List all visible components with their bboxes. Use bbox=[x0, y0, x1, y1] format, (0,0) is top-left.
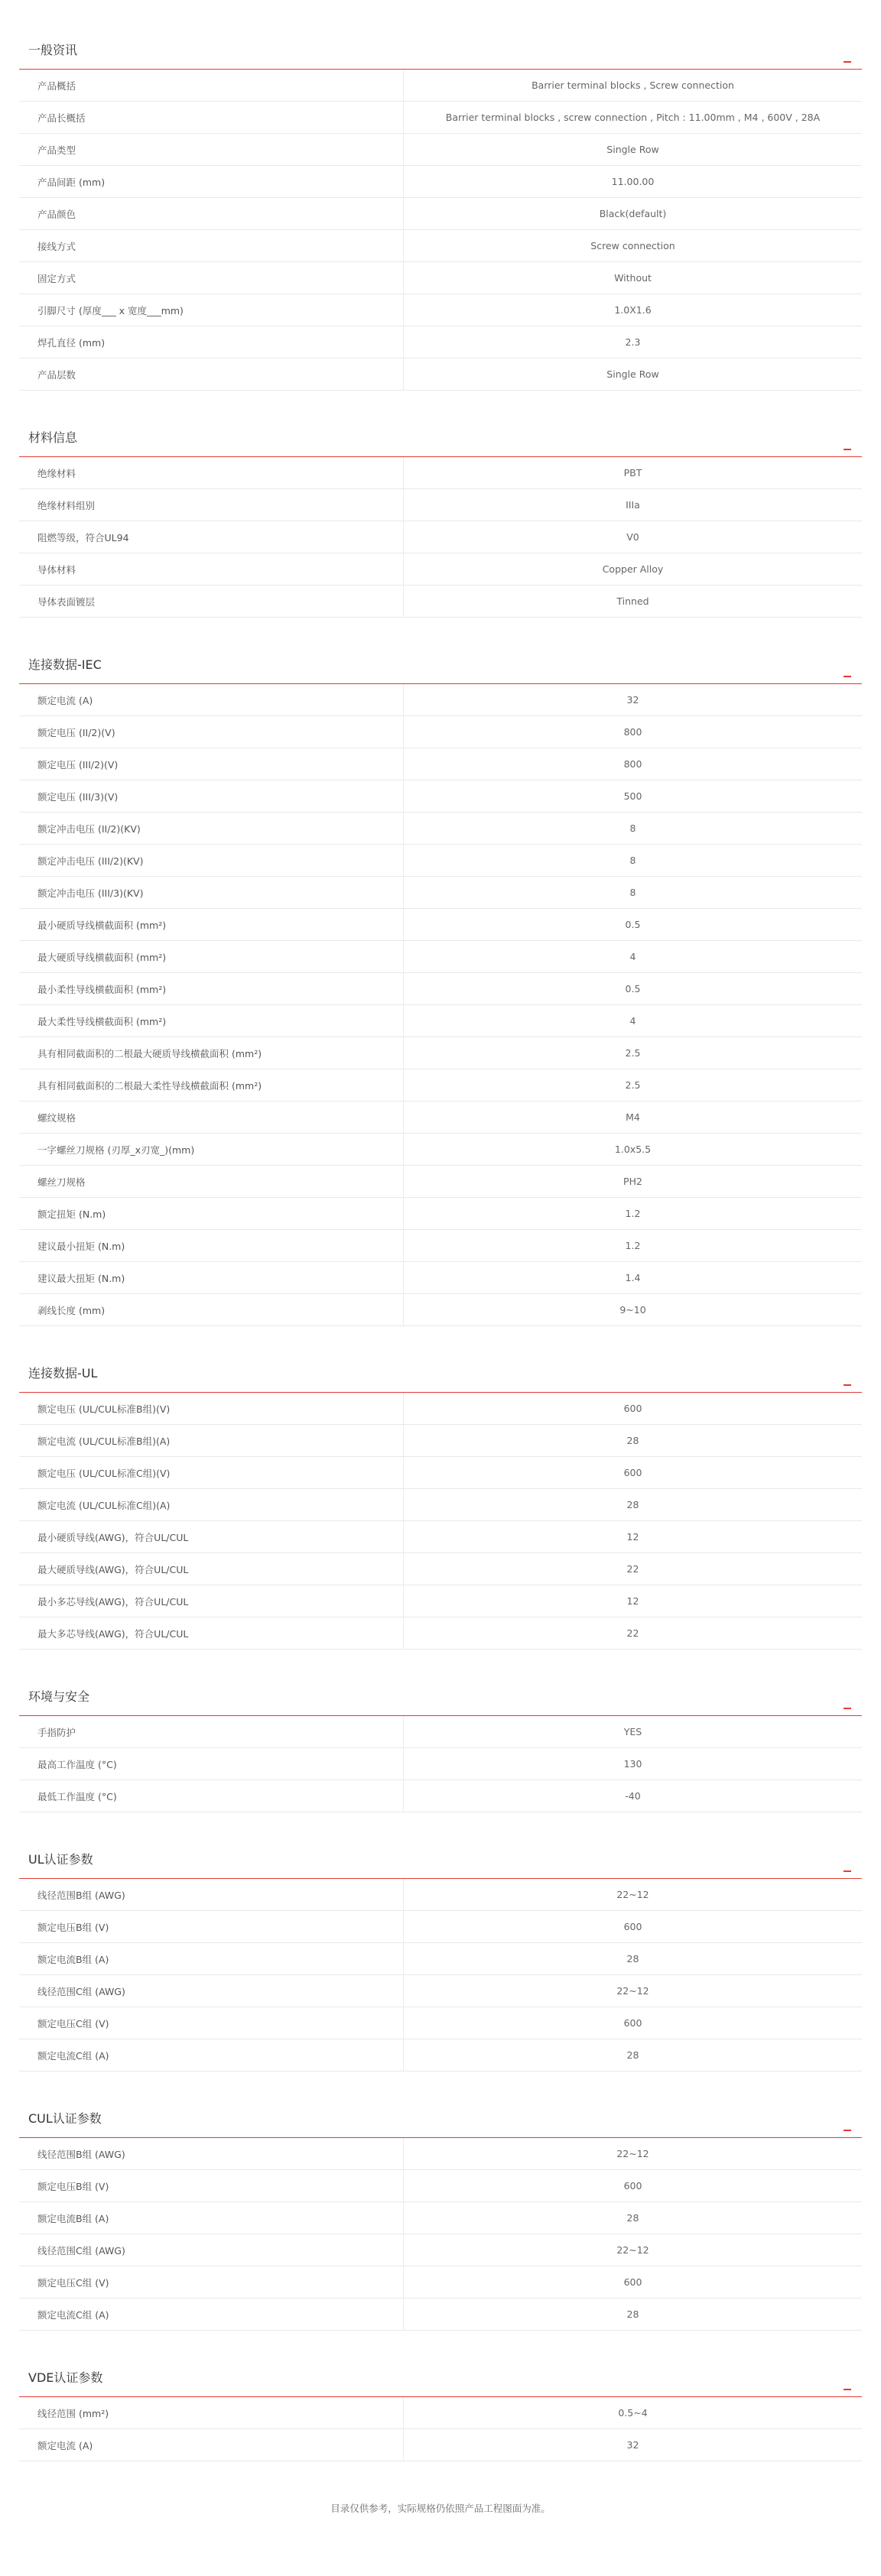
spec-label: 额定电压C组 (V) bbox=[19, 2266, 404, 2298]
table-row bbox=[19, 294, 862, 326]
spec-label: 接线方式 bbox=[19, 230, 404, 261]
table-row bbox=[19, 553, 862, 586]
spec-value: Tinned bbox=[616, 595, 649, 607]
section-header[interactable] bbox=[19, 1683, 862, 1716]
spec-label: 线径范围C组 (AWG) bbox=[19, 2234, 404, 2266]
table-row bbox=[19, 1748, 862, 1780]
table-row bbox=[19, 586, 862, 618]
table-row bbox=[19, 780, 862, 813]
spec-label: 产品长概括 bbox=[19, 102, 404, 133]
spec-label: 具有相同截面积的二根最大硬质导线横截面积 (mm²) bbox=[19, 1037, 404, 1069]
table-row bbox=[19, 358, 862, 391]
spec-value: 28 bbox=[626, 1953, 639, 1964]
section-title: 连接数据-IEC bbox=[28, 657, 102, 672]
table-row bbox=[19, 2299, 862, 2331]
spec-value: 9~10 bbox=[619, 1304, 646, 1316]
spec-label: 额定冲击电压 (III/2)(KV) bbox=[19, 845, 404, 876]
table-row bbox=[19, 489, 862, 521]
spec-value: 0.5 bbox=[625, 919, 641, 930]
spec-value: 12 bbox=[626, 1531, 639, 1543]
spec-label: 额定冲击电压 (II/2)(KV) bbox=[19, 813, 404, 844]
spec-label: 最大硬质导线(AWG)，符合UL/CUL bbox=[19, 1553, 404, 1585]
table-row bbox=[19, 845, 862, 877]
spec-value: PH2 bbox=[623, 1176, 642, 1187]
spec-value: 1.2 bbox=[625, 1208, 641, 1219]
table-row bbox=[19, 2266, 862, 2299]
table-row bbox=[19, 2138, 862, 2170]
spec-label: 最小柔性导线横截面积 (mm²) bbox=[19, 973, 404, 1004]
spec-label: 导体表面镀层 bbox=[19, 586, 404, 617]
spec-value: 28 bbox=[626, 2308, 639, 2320]
section-title: VDE认证参数 bbox=[28, 2370, 103, 2385]
spec-label: 额定电压B组 (V) bbox=[19, 2170, 404, 2201]
table-row bbox=[19, 2039, 862, 2072]
table-row bbox=[19, 1553, 862, 1585]
table-row bbox=[19, 1425, 862, 1457]
collapse-minus-icon[interactable] bbox=[844, 676, 851, 677]
spec-label: 最小多芯导线(AWG)，符合UL/CUL bbox=[19, 1585, 404, 1617]
table-row bbox=[19, 134, 862, 166]
spec-label: 产品类型 bbox=[19, 134, 404, 165]
spec-value: 28 bbox=[626, 2212, 639, 2224]
table-row bbox=[19, 877, 862, 909]
spec-value: 130 bbox=[623, 1758, 642, 1770]
spec-value: 22~12 bbox=[616, 1985, 649, 1997]
spec-value: 600 bbox=[623, 1467, 642, 1478]
spec-section bbox=[19, 2105, 862, 2331]
spec-table bbox=[19, 1393, 862, 1650]
spec-label: 线径范围B组 (AWG) bbox=[19, 2138, 404, 2169]
spec-section bbox=[19, 2364, 862, 2461]
spec-label: 线径范围C组 (AWG) bbox=[19, 1975, 404, 2007]
spec-value: 8 bbox=[629, 855, 636, 866]
table-row bbox=[19, 262, 862, 294]
spec-label: 建议最小扭矩 (N.m) bbox=[19, 1230, 404, 1261]
spec-value: Without bbox=[614, 272, 652, 284]
collapse-minus-icon[interactable] bbox=[844, 449, 851, 450]
spec-value: YES bbox=[623, 1726, 642, 1737]
table-row bbox=[19, 2234, 862, 2266]
section-title: 环境与安全 bbox=[28, 1689, 90, 1704]
spec-value: 2.3 bbox=[625, 336, 641, 348]
spec-label: 螺丝刀规格 bbox=[19, 1166, 404, 1197]
spec-label: 额定电压 (UL/CUL标准C组)(V) bbox=[19, 1457, 404, 1488]
spec-label: 最小硬质导线(AWG)，符合UL/CUL bbox=[19, 1521, 404, 1552]
spec-value: 2.5 bbox=[625, 1047, 641, 1059]
table-row bbox=[19, 2007, 862, 2039]
spec-section bbox=[19, 1846, 862, 2072]
spec-value: Screw connection bbox=[590, 240, 675, 251]
table-row bbox=[19, 1489, 862, 1521]
collapse-minus-icon[interactable] bbox=[844, 1708, 851, 1709]
spec-label: 产品间距 (mm) bbox=[19, 166, 404, 197]
table-row bbox=[19, 1457, 862, 1489]
spec-value: 800 bbox=[623, 726, 642, 738]
spec-value: 2.5 bbox=[625, 1079, 641, 1091]
spec-value: 22~12 bbox=[616, 1889, 649, 1900]
section-header[interactable] bbox=[19, 37, 862, 70]
spec-label: 导体材料 bbox=[19, 553, 404, 585]
spec-label: 手指防护 bbox=[19, 1716, 404, 1747]
spec-label: 产品层数 bbox=[19, 358, 404, 390]
table-row bbox=[19, 684, 862, 716]
spec-label: 具有相同截面积的二根最大柔性导线横截面积 (mm²) bbox=[19, 1069, 404, 1101]
spec-label: 额定电压B组 (V) bbox=[19, 1911, 404, 1942]
spec-value: 1.2 bbox=[625, 1240, 641, 1251]
spec-label: 引脚尺寸 (厚度___ x 宽度___mm) bbox=[19, 294, 404, 326]
table-row bbox=[19, 2202, 862, 2234]
table-row bbox=[19, 1166, 862, 1198]
collapse-minus-icon[interactable] bbox=[844, 2130, 851, 2131]
spec-value: Single Row bbox=[606, 368, 659, 380]
spec-table bbox=[19, 1716, 862, 1812]
section-title: UL认证参数 bbox=[28, 1852, 93, 1867]
table-row bbox=[19, 70, 862, 102]
table-row bbox=[19, 973, 862, 1005]
spec-value: 600 bbox=[623, 1403, 642, 1414]
spec-section bbox=[19, 424, 862, 618]
spec-page bbox=[0, 37, 881, 2515]
table-row bbox=[19, 1716, 862, 1748]
spec-label: 额定电流B组 (A) bbox=[19, 1943, 404, 1974]
section-header[interactable] bbox=[19, 2364, 862, 2397]
spec-value: 22~12 bbox=[616, 2148, 649, 2159]
section-header[interactable] bbox=[19, 424, 862, 457]
spec-label: 额定电压 (III/3)(V) bbox=[19, 780, 404, 812]
spec-value: 1.0x5.5 bbox=[614, 1144, 652, 1155]
table-row bbox=[19, 1005, 862, 1037]
table-row bbox=[19, 1975, 862, 2007]
table-row bbox=[19, 1617, 862, 1650]
spec-label: 额定电流 (UL/CUL标准C组)(A) bbox=[19, 1489, 404, 1520]
spec-label: 螺纹规格 bbox=[19, 1101, 404, 1133]
table-row bbox=[19, 457, 862, 489]
spec-label: 固定方式 bbox=[19, 262, 404, 294]
spec-label: 最低工作温度 (°C) bbox=[19, 1780, 404, 1812]
spec-value: 600 bbox=[623, 2180, 642, 2192]
table-row bbox=[19, 1879, 862, 1911]
section-title: 材料信息 bbox=[28, 430, 78, 445]
spec-value: 1.0X1.6 bbox=[614, 304, 652, 316]
spec-value: Copper Alloy bbox=[602, 563, 664, 575]
spec-value: PBT bbox=[623, 467, 642, 479]
section-header[interactable] bbox=[19, 1360, 862, 1393]
spec-value: 600 bbox=[623, 1921, 642, 1932]
spec-value: 0.5 bbox=[625, 983, 641, 994]
spec-label: 绝缘材料组别 bbox=[19, 489, 404, 521]
table-row bbox=[19, 1780, 862, 1812]
spec-value: V0 bbox=[626, 531, 639, 543]
spec-value: 600 bbox=[623, 2017, 642, 2029]
spec-value: 600 bbox=[623, 2276, 642, 2288]
table-row bbox=[19, 1911, 862, 1943]
section-title: 连接数据-UL bbox=[28, 1366, 98, 1380]
spec-label: 最大硬质导线横截面积 (mm²) bbox=[19, 941, 404, 972]
spec-label: 额定电流 (A) bbox=[19, 684, 404, 715]
spec-value: 28 bbox=[626, 2049, 639, 2061]
table-row bbox=[19, 198, 862, 230]
table-row bbox=[19, 1230, 862, 1262]
spec-section bbox=[19, 651, 862, 1326]
spec-value: 22 bbox=[626, 1627, 639, 1639]
spec-value: -40 bbox=[625, 1790, 641, 1802]
spec-label: 绝缘材料 bbox=[19, 457, 404, 488]
spec-label: 线径范围 (mm²) bbox=[19, 2397, 404, 2428]
spec-value: Single Row bbox=[606, 144, 659, 155]
spec-label: 额定扭矩 (N.m) bbox=[19, 1198, 404, 1229]
spec-value: 32 bbox=[626, 694, 639, 706]
spec-table bbox=[19, 2138, 862, 2331]
spec-label: 产品颜色 bbox=[19, 198, 404, 229]
spec-label: 额定电流B组 (A) bbox=[19, 2202, 404, 2234]
collapse-minus-icon[interactable] bbox=[844, 2389, 851, 2390]
table-row bbox=[19, 748, 862, 780]
spec-value: M4 bbox=[626, 1111, 640, 1123]
section-header[interactable] bbox=[19, 651, 862, 684]
section-header[interactable] bbox=[19, 1846, 862, 1879]
spec-value: 11.00.00 bbox=[611, 176, 655, 187]
table-row bbox=[19, 1294, 862, 1326]
table-row bbox=[19, 941, 862, 973]
spec-value: Black(default) bbox=[599, 208, 667, 219]
table-row bbox=[19, 1037, 862, 1069]
spec-table bbox=[19, 1879, 862, 2072]
spec-value: Barrier terminal blocks , screw connection , Pitch : 11.00mm , M4 , 600V , 28A bbox=[445, 112, 821, 123]
table-row bbox=[19, 2429, 862, 2461]
table-row bbox=[19, 1134, 862, 1166]
spec-label: 建议最大扭矩 (N.m) bbox=[19, 1262, 404, 1293]
spec-section bbox=[19, 37, 862, 391]
spec-table bbox=[19, 684, 862, 1326]
spec-label: 额定电压 (UL/CUL标准B组)(V) bbox=[19, 1393, 404, 1424]
spec-label: 额定电流C组 (A) bbox=[19, 2299, 404, 2330]
collapse-minus-icon[interactable] bbox=[844, 61, 851, 63]
spec-label: 最小硬质导线横截面积 (mm²) bbox=[19, 909, 404, 940]
table-row bbox=[19, 1198, 862, 1230]
spec-label: 线径范围B组 (AWG) bbox=[19, 1879, 404, 1910]
table-row bbox=[19, 326, 862, 358]
table-row bbox=[19, 716, 862, 748]
spec-table bbox=[19, 457, 862, 618]
spec-label: 最大柔性导线横截面积 (mm²) bbox=[19, 1005, 404, 1037]
spec-value: 28 bbox=[626, 1435, 639, 1446]
collapse-minus-icon[interactable] bbox=[844, 1384, 851, 1386]
spec-label: 额定电压 (II/2)(V) bbox=[19, 716, 404, 748]
spec-label: 额定电流 (A) bbox=[19, 2429, 404, 2461]
section-title: CUL认证参数 bbox=[28, 2111, 102, 2126]
table-row bbox=[19, 1069, 862, 1101]
spec-label: 剥线长度 (mm) bbox=[19, 1294, 404, 1325]
spec-label: 焊孔直径 (mm) bbox=[19, 326, 404, 358]
spec-label: 额定电流 (UL/CUL标准B组)(A) bbox=[19, 1425, 404, 1456]
spec-label: 额定电压 (III/2)(V) bbox=[19, 748, 404, 780]
table-row bbox=[19, 230, 862, 262]
table-row bbox=[19, 102, 862, 134]
table-row bbox=[19, 2170, 862, 2202]
spec-value: 32 bbox=[626, 2439, 639, 2451]
spec-value: 4 bbox=[629, 951, 636, 962]
spec-label: 最高工作温度 (°C) bbox=[19, 1748, 404, 1780]
table-row bbox=[19, 1585, 862, 1617]
spec-section bbox=[19, 1360, 862, 1650]
spec-value: 22~12 bbox=[616, 2244, 649, 2256]
spec-value: 0.5~4 bbox=[618, 2407, 648, 2419]
spec-label: 产品概括 bbox=[19, 70, 404, 101]
section-header[interactable] bbox=[19, 2105, 862, 2138]
table-row bbox=[19, 1101, 862, 1134]
spec-value: 1.4 bbox=[625, 1272, 641, 1283]
spec-label: 额定电流C组 (A) bbox=[19, 2039, 404, 2071]
table-row bbox=[19, 2397, 862, 2429]
section-title: 一般资讯 bbox=[28, 43, 78, 57]
spec-table bbox=[19, 70, 862, 391]
spec-value: 4 bbox=[629, 1015, 636, 1027]
spec-value: 22 bbox=[626, 1563, 639, 1575]
table-row bbox=[19, 166, 862, 198]
table-row bbox=[19, 521, 862, 553]
table-row bbox=[19, 909, 862, 941]
spec-sections bbox=[0, 37, 881, 2461]
spec-label: 额定冲击电压 (III/3)(KV) bbox=[19, 877, 404, 908]
spec-value: IIIa bbox=[626, 499, 640, 511]
spec-value: 8 bbox=[629, 887, 636, 898]
table-row bbox=[19, 813, 862, 845]
spec-value: 500 bbox=[623, 790, 642, 802]
spec-value: Barrier terminal blocks , Screw connection bbox=[532, 79, 734, 91]
table-row bbox=[19, 1262, 862, 1294]
spec-section bbox=[19, 1683, 862, 1812]
spec-value: 8 bbox=[629, 822, 636, 834]
table-row bbox=[19, 1521, 862, 1553]
spec-value: 28 bbox=[626, 1499, 639, 1510]
collapse-minus-icon[interactable] bbox=[844, 1870, 851, 1872]
spec-value: 12 bbox=[626, 1595, 639, 1607]
table-row bbox=[19, 1393, 862, 1425]
spec-label: 额定电压C组 (V) bbox=[19, 2007, 404, 2039]
footer-disclaimer: 目录仅供参考，实际规格仍依照产品工程图面为准。 bbox=[330, 2503, 551, 2514]
spec-table bbox=[19, 2397, 862, 2461]
table-row bbox=[19, 1943, 862, 1975]
spec-label: 最大多芯导线(AWG)，符合UL/CUL bbox=[19, 1617, 404, 1649]
spec-value: 800 bbox=[623, 758, 642, 770]
spec-label: 一字螺丝刀规格 (刃厚_x刃宽_)(mm) bbox=[19, 1134, 404, 1165]
spec-label: 阻燃等级，符合UL94 bbox=[19, 521, 404, 553]
